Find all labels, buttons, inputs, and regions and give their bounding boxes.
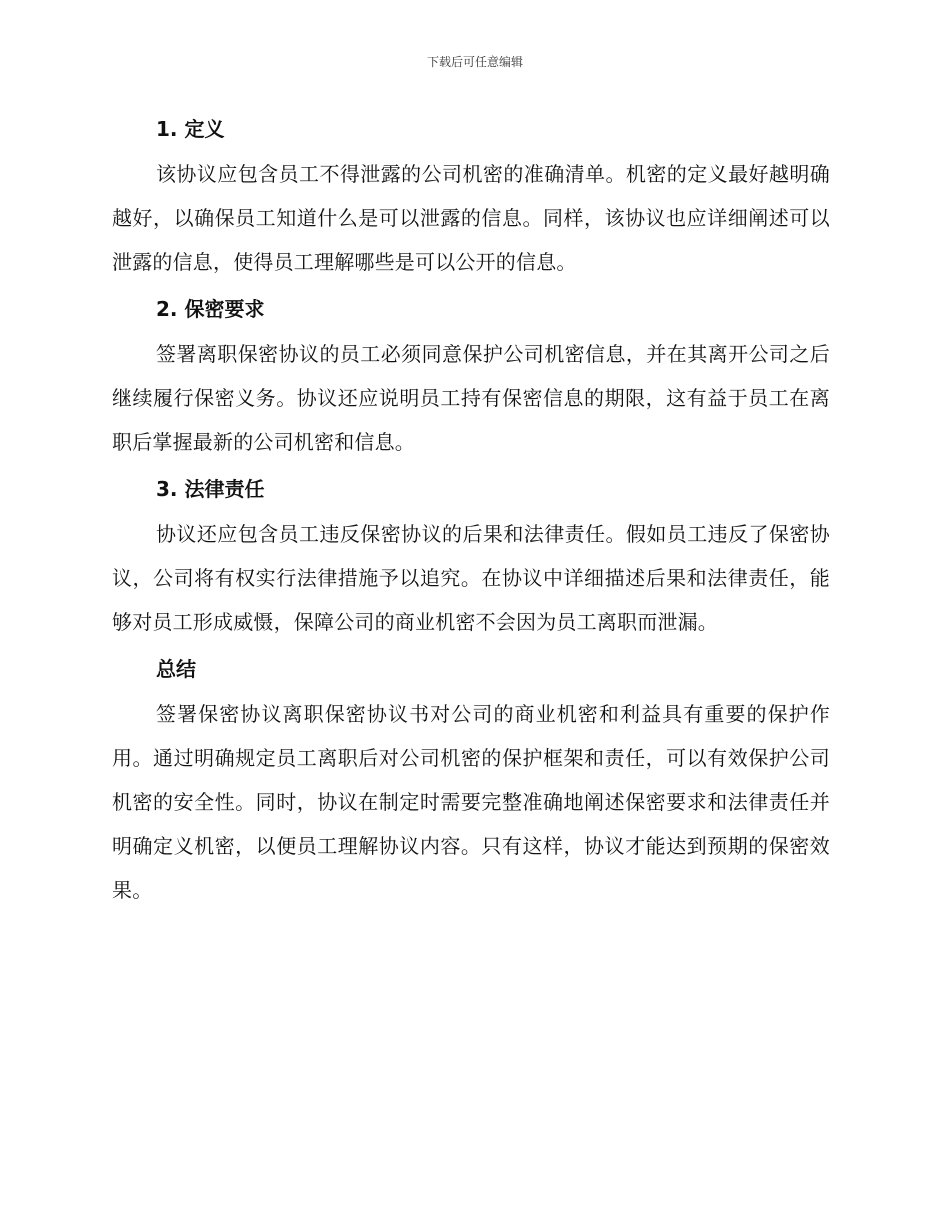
- section-confidentiality-requirements: [112, 292, 830, 464]
- section-summary: [112, 652, 830, 912]
- section-paragraph: 签署保密协议离职保密协议书对公司的商业机密和利益具有重要的保护作用。通过明确规定员工离职后对公司机密的保护框架和责任，可以有效保护公司机密的安全性。同时，协议在制定时需要完整准确地阐述保密要求和法律责任并明确定义机密，以便员工理解协议内容。只有这样，协议才能达到预期的保密效果。: [112, 702, 830, 902]
- section-heading: 总结: [156, 657, 196, 681]
- section-paragraph: 协议还应包含员工违反保密协议的后果和法律责任。假如员工违反了保密协议，公司将有权实行法律措施予以追究。在协议中详细描述后果和法律责任，能够对员工形成威慑，保障公司的商业机密不会因为员工离职而泄漏。: [112, 522, 830, 634]
- section-heading: 2. 保密要求: [156, 297, 265, 321]
- section-paragraph: 该协议应包含员工不得泄露的公司机密的准确清单。机密的定义最好越明确越好，以确保员工知道什么是可以泄露的信息。同样，该协议也应详细阐述可以泄露的信息，使得员工理解哪些是可以公开的信息。: [112, 162, 830, 274]
- section-paragraph: 签署离职保密协议的员工必须同意保护公司机密信息，并在其离开公司之后继续履行保密义务。协议还应说明员工持有保密信息的期限，这有益于员工在离职后掌握最新的公司机密和信息。: [112, 342, 830, 454]
- section-heading: 3. 法律责任: [156, 477, 265, 501]
- section-legal-liability: [112, 472, 830, 644]
- section-heading: 1. 定义: [156, 117, 225, 141]
- header-note: 下载后可任意编辑: [426, 55, 523, 69]
- document-body: [112, 112, 830, 920]
- section-definition: [112, 112, 830, 284]
